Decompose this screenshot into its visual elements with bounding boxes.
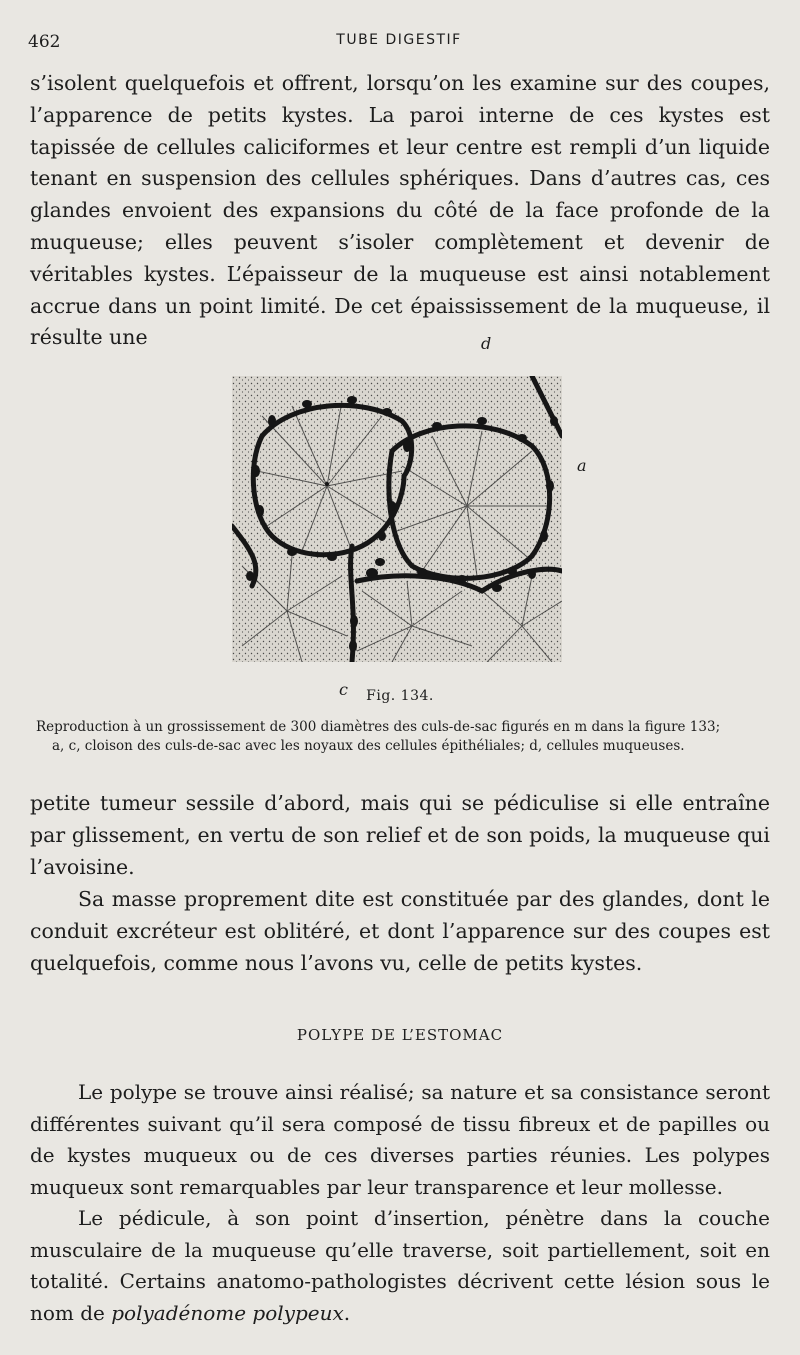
page-header (28, 32, 770, 56)
histology-figure (232, 376, 562, 662)
paragraph-polype: Le polype se trouve ainsi réalisé; sa nature et sa consistance seront différentes suivant qu’il sera composé de tissu fibreux et de papilles ou de kystes muqueux ou de ces diverses parties réunies. Les polypes muqueux sont remarquables par leur transparence et leur mollesse. (30, 1080, 770, 1199)
figure-number: Fig. 134. (366, 688, 434, 704)
histology-engraving (232, 376, 562, 662)
paragraph-kystes: s’isolent quelquefois et offrent, lorsqu’on les examine sur des coupes, l’apparence de petits kystes. La paroi interne de ces kystes est tapissée de cellules caliciformes et leur centre est rempli d’un liquide tenant en suspension des cellules sphériques. Dans d’autres cas, ces glandes envoient des expansions du côté de la face profonde de la muqueuse; elles peuvent s’isoler complètement et devenir de véritables kystes. L’épaisseur de la muqueuse est ainsi notablement accrue dans un point limité. De cet épaississement de la muqueuse, il résulte une (30, 71, 770, 350)
term-polyadenome: polyadénome polypeux (111, 1300, 344, 1325)
figure-caption-line1: Reproduction à un grossissement de 300 diamètres des culs-de-sac figurés en m dans la figure 133; (36, 719, 721, 735)
figure-caption-line2: a, c, cloison des culs-de-sac avec les noyaux des cellules épithéliales; d, cellules muqueuses. (52, 738, 685, 754)
paragraph-pedicule (30, 1203, 770, 1329)
paragraph-tumeur: petite tumeur sessile d’abord, mais qui se pédiculise si elle entraîne par glissement, en vertu de son relief et de son poids, la muqueuse qui l’avoisine. (30, 791, 770, 879)
paragraph-masse: Sa masse proprement dite est constituée par des glandes, dont le conduit excréteur est oblitéré, et dont l’apparence sur des coupes est quelquefois, comme nous l’avons vu, celle de petits kystes. (30, 887, 770, 975)
figure-label-c: c (339, 680, 348, 699)
paragraph-pedicule-text: Le pédicule, à son point d’insertion, pénètre dans la couche musculaire de la muqueuse qu’elle traverse, soit partiellement, soit en totalité. Certains anatomo-pathologistes décrivent cette lésion sous le nom de (30, 1206, 770, 1325)
figure-caption (36, 718, 766, 756)
running-title: TUBE DIGESTIF (336, 32, 462, 48)
figure-label-a: a (577, 456, 587, 475)
figure-label-d: d (481, 334, 492, 353)
paragraph-pedicule-end: . (343, 1300, 351, 1325)
page-number: 462 (28, 32, 61, 52)
section-title: POLYPE DE L’ESTOMAC (296, 1026, 504, 1044)
